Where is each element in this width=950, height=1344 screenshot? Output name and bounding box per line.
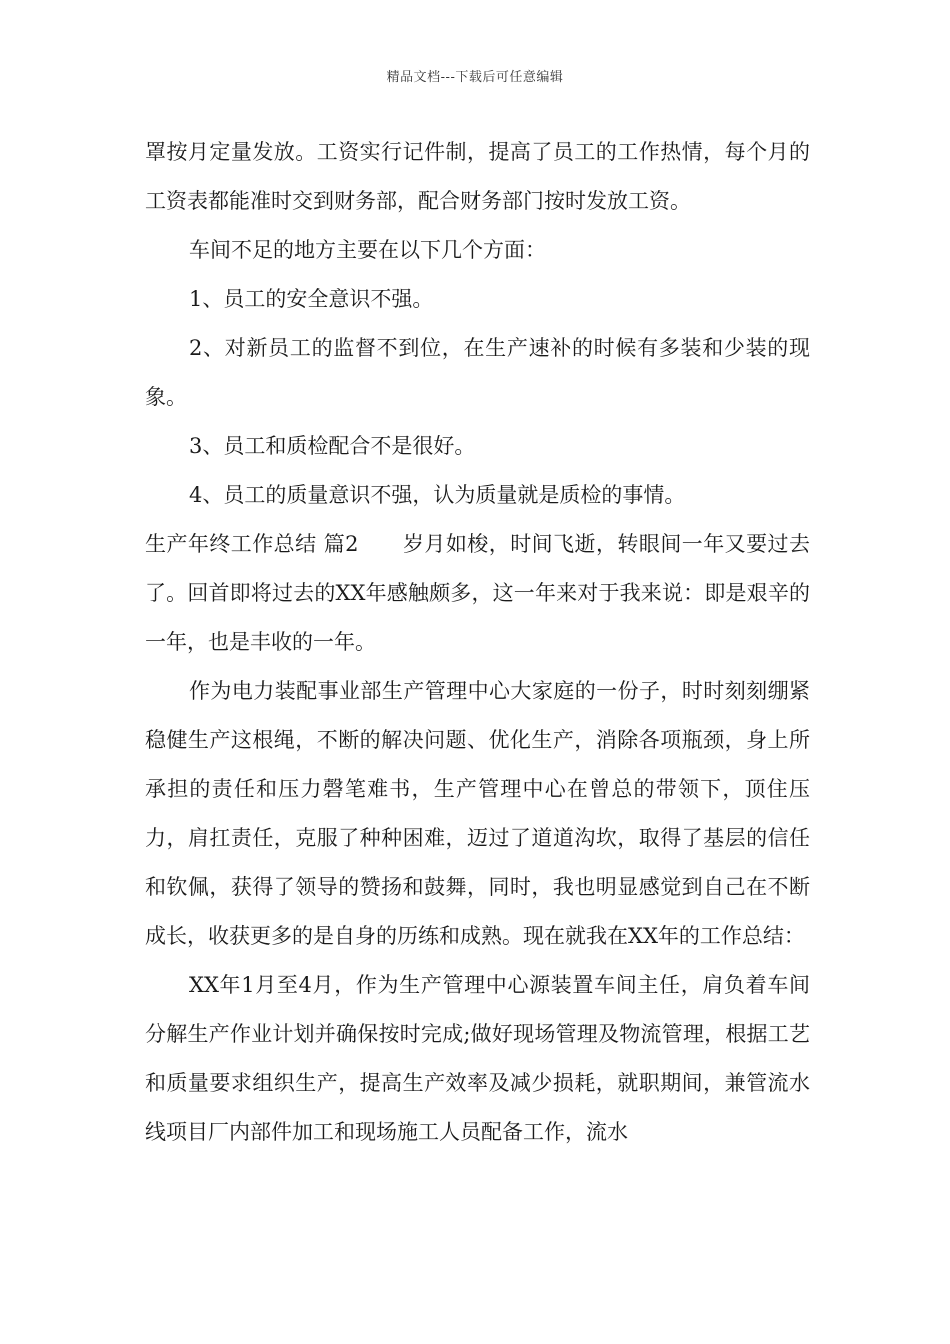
list-item-3: 3、员工和质检配合不是很好。 — [189, 434, 476, 458]
paragraph-jan-apr-duties: XX年1月至4月，作为生产管理中心源装置车间主任，肩负着车间分解生产作业计划并确保按时完成;做好现场管理及物流管理，根据工艺和质量要求组织生产，提高生产效率及减少损耗，就职期间，兼管流水线项目厂内部件加工和现场施工人员配备工作，流水 — [145, 973, 810, 1144]
list-item-4: 4、员工的质量意识不强，认为质量就是质检的事情。 — [189, 483, 686, 507]
paragraph-year-reflection: 岁月如梭，时间飞逝，转眼间一年又要过去了。回首即将过去的XX年感触颇多，这一年来对于我来说：即是艰辛的一年，也是丰收的一年。 — [145, 532, 811, 654]
document-body — [145, 128, 810, 1157]
list-item-1: 1、员工的安全意识不强。 — [189, 287, 434, 311]
paragraph-section-2-opening — [145, 520, 810, 667]
paragraph-shortcomings-intro: 车间不足的地方主要在以下几个方面： — [189, 238, 546, 262]
paragraph-wage-continuation: 罩按月定量发放。工资实行记件制，提高了员工的工作热情，每个月的工资表都能准时交到财务部，配合财务部门按时发放工资。 — [145, 140, 810, 213]
list-item-2: 2、对新员工的监督不到位，在生产速补的时候有多装和少装的现象。 — [145, 336, 810, 409]
page-header: 精品文档---下载后可任意编辑 — [386, 70, 564, 85]
section-title: 生产年终工作总结 篇2 — [145, 532, 359, 556]
paragraph-production-center: 作为电力装配事业部生产管理中心大家庭的一份子，时时刻刻绷紧稳健生产这根绳，不断的解决问题、优化生产，消除各项瓶颈，身上所承担的责任和压力磬笔难书，生产管理中心在曾总的带领下，顶住压力，肩扛责任，克服了种种困难，迈过了道道沟坎，取得了基层的信任和钦佩，获得了领导的赞扬和鼓舞，同时，我也明显感觉到自己在不断成长，收获更多的是自身的历练和成熟。现在就我在XX年的工作总结： — [145, 679, 810, 948]
